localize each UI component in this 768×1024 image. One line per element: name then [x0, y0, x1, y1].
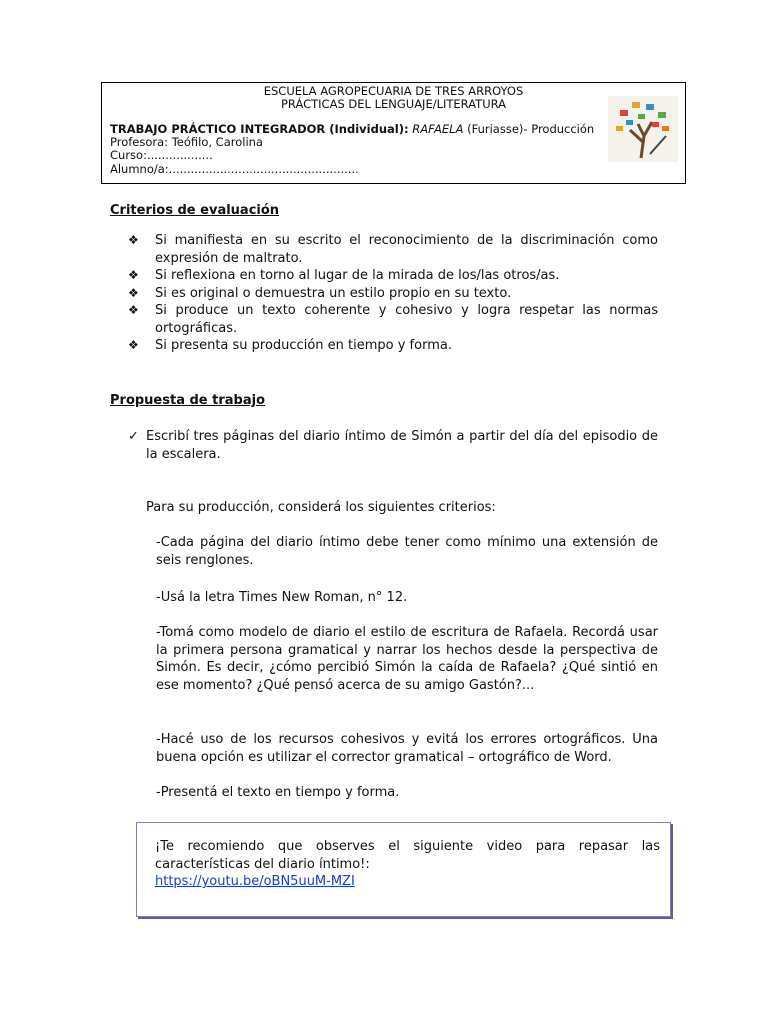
- subject-name: PRÁCTICAS DEL LENGUAJE/LITERATURA: [280, 97, 507, 111]
- video-note-box: [136, 822, 671, 917]
- criteria-list: [128, 232, 658, 355]
- school-name: ESCUELA AGROPECUARIA DE TRES ARROYOS: [263, 84, 524, 98]
- checkmark-icon: ✓: [128, 429, 139, 444]
- course-line: Curso:..................: [110, 148, 213, 163]
- header-box: [101, 82, 686, 184]
- criteria-item: ❖ Si produce un texto coherente y cohesivo y logra respetar las normas ortográficas.: [128, 303, 658, 336]
- video-note-text: ¡Te recomiendo que observes el siguiente video para repasar las características del diario íntimo!:: [155, 839, 660, 872]
- diamond-bullet-icon: ❖: [128, 268, 139, 282]
- task-item: ✓ Escribí tres páginas del diario íntimo de Simón a partir del día del episodio de la escalera.: [128, 429, 658, 462]
- criterion-length: -Cada página del diario íntimo debe tener como mínimo una extensión de seis renglones.: [156, 535, 658, 568]
- diamond-bullet-icon: ❖: [128, 303, 139, 317]
- video-note: [155, 838, 660, 891]
- criterion-model: -Tomá como modelo de diario el estilo de escritura de Rafaela. Recordá usar la primera persona gramatical y narrar los hechos desde la perspectiva de Simón. Es decir, ¿cómo percibió Simón la caída de Rafaela? ¿Qué sintió en ese momento? ¿Qué pensó acerca de su amigo Gastón?...: [156, 625, 658, 693]
- school-heading: [102, 85, 685, 111]
- teacher-line: Profesora: Teófilo, Carolina: [110, 135, 263, 150]
- criteria-item: ❖ Si es original o demuestra un estilo propio en su texto.: [128, 285, 512, 301]
- assignment-label: TRABAJO PRÁCTICO INTEGRADOR (Individual):: [110, 122, 409, 136]
- criteria-title: Criterios de evaluación: [110, 203, 280, 218]
- header-details: [110, 123, 594, 176]
- criterion-cohesion: -Hacé uso de los recursos cohesivos y evitá los errores ortográficos. Una buena opción es utilizar el corrector gramatical – ortográfico de Word.: [156, 732, 658, 765]
- criteria-item: ❖ Si manifiesta en su escrito el reconocimiento de la discriminación como expresión de maltrato.: [128, 233, 658, 266]
- diamond-bullet-icon: ❖: [128, 285, 139, 300]
- criterion-font: -Usá la letra Times New Roman, n° 12.: [156, 590, 408, 605]
- assignment-rest: (Furiasse)- Producción: [467, 122, 595, 136]
- student-line: Alumno/a:....................................................: [110, 161, 359, 176]
- book-title: RAFAELA: [412, 122, 464, 136]
- criteria-intro: Para su producción, considerá los siguientes criterios:: [146, 500, 496, 515]
- criteria-item: ❖ Si reflexiona en torno al lugar de la mirada de los/las otros/as.: [128, 268, 560, 283]
- diamond-bullet-icon: ❖: [128, 233, 139, 247]
- diamond-bullet-icon: ❖: [128, 338, 139, 352]
- video-link[interactable]: https://youtu.be/oBN5uuM-MZI: [155, 874, 355, 889]
- book-tree-logo: [608, 96, 678, 162]
- criteria-item: ❖ Si presenta su producción en tiempo y forma.: [128, 338, 452, 353]
- proposal-title: Propuesta de trabajo: [110, 393, 266, 408]
- criterion-delivery: -Presentá el texto en tiempo y forma.: [156, 785, 400, 800]
